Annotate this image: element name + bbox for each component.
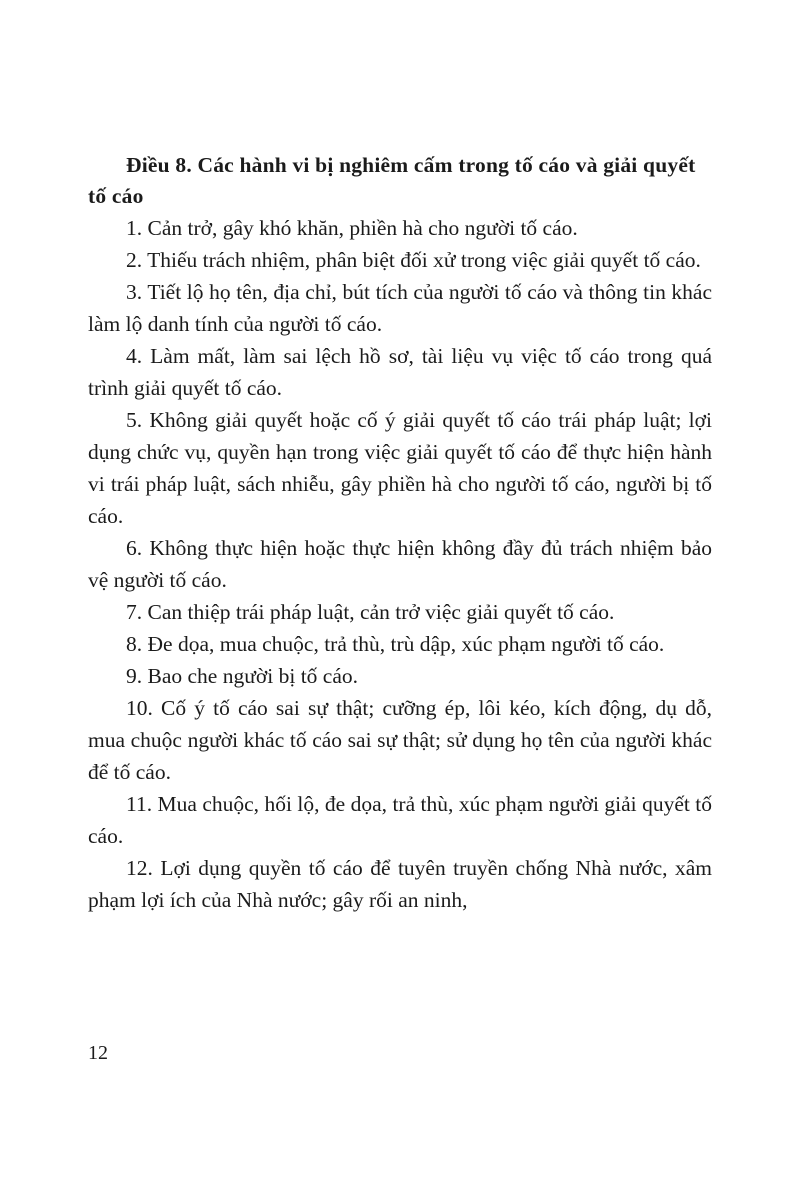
article-item: 2. Thiếu trách nhiệm, phân biệt đối xử trong việc giải quyết tố cáo. [126,248,701,272]
article-item: 12. Lợi dụng quyền tố cáo để tuyên truyền chống Nhà nước, xâm phạm lợi ích của Nhà nước; gây rối an ninh, [88,856,712,912]
article-item: 6. Không thực hiện hoặc thực hiện không đầy đủ trách nhiệm bảo vệ người tố cáo. [88,536,712,592]
page-number: 12 [88,1042,108,1064]
article-item: 4. Làm mất, làm sai lệch hồ sơ, tài liệu vụ việc tố cáo trong quá trình giải quyết tố cáo. [88,344,712,400]
article-item: 10. Cố ý tố cáo sai sự thật; cưỡng ép, lôi kéo, kích động, dụ dỗ, mua chuộc người khác tố cáo sai sự thật; sử dụng họ tên của người khác để tố cáo. [88,696,712,784]
article-item: 8. Đe dọa, mua chuộc, trả thù, trù dập, xúc phạm người tố cáo. [126,632,665,656]
article-item: 9. Bao che người bị tố cáo. [126,664,358,688]
article-item: 7. Can thiệp trái pháp luật, cản trở việc giải quyết tố cáo. [126,600,615,624]
article-item: 3. Tiết lộ họ tên, địa chỉ, bút tích của người tố cáo và thông tin khác làm lộ danh tính của người tố cáo. [88,280,712,336]
article-item: 1. Cản trở, gây khó khăn, phiền hà cho người tố cáo. [126,216,578,240]
article-item: 11. Mua chuộc, hối lộ, đe dọa, trả thù, xúc phạm người giải quyết tố cáo. [88,792,712,848]
article-heading: Điều 8. Các hành vi bị nghiêm cấm trong tố cáo và giải quyết tố cáo [88,153,696,208]
article-item: 5. Không giải quyết hoặc cố ý giải quyết tố cáo trái pháp luật; lợi dụng chức vụ, quyền hạn trong việc giải quyết tố cáo để thực hiện hành vi trái pháp luật, sách nhiễu, gây phiền hà cho người tố cáo, người bị tố cáo. [88,408,712,528]
article-body [88,150,712,916]
